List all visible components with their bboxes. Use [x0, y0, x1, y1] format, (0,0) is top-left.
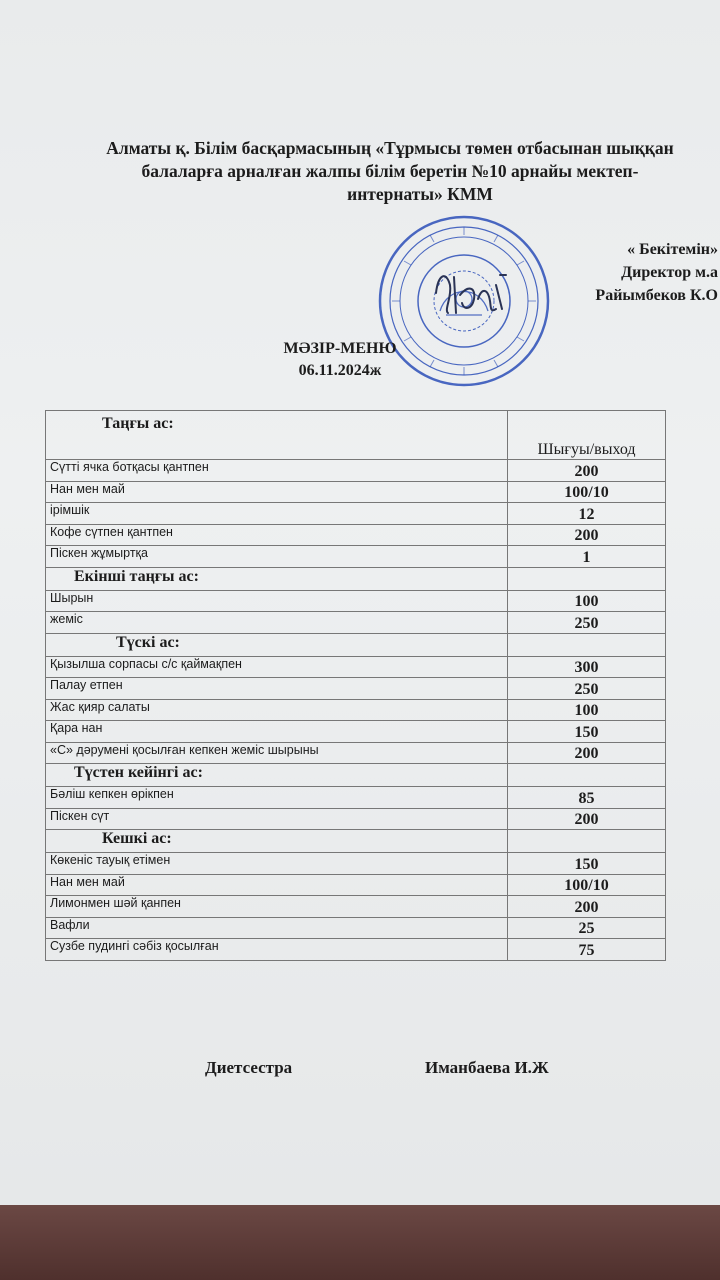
table-row	[46, 612, 666, 634]
dish-name: Сүтті ячка ботқасы қантпен	[46, 460, 508, 482]
dish-name: Көкеніс тауық етімен	[46, 853, 508, 875]
table-row	[46, 917, 666, 939]
approval-line: « Бекітемін»	[627, 241, 718, 258]
dish-output: 1	[508, 546, 666, 568]
section-title: Екінші таңғы ас:	[46, 567, 508, 590]
table-row	[46, 481, 666, 503]
dish-output: 150	[508, 721, 666, 743]
dish-name: Лимонмен шәй қанпен	[46, 896, 508, 918]
dish-name: Қара нан	[46, 721, 508, 743]
empty-cell	[508, 567, 666, 590]
dish-name: Бәліш кепкен өрікпен	[46, 787, 508, 809]
table-row	[46, 721, 666, 743]
approval-block	[595, 238, 718, 307]
dish-output: 250	[508, 612, 666, 634]
menu-heading	[250, 338, 430, 382]
dish-name: Жас қияр салаты	[46, 699, 508, 721]
output-column-header: Шығуы/выход	[508, 411, 666, 460]
dish-name: Піскен сүт	[46, 808, 508, 830]
table-row	[46, 678, 666, 700]
dish-output: 200	[508, 524, 666, 546]
dish-name: Нан мен май	[46, 481, 508, 503]
dish-output: 12	[508, 503, 666, 525]
background-surface	[0, 1205, 720, 1280]
approval-line: Директор м.а	[621, 264, 718, 281]
menu-table	[45, 410, 666, 961]
dish-name: Қызылша сорпасы с/с қаймақпен	[46, 656, 508, 678]
section-row	[46, 567, 666, 590]
section-row	[46, 764, 666, 787]
dietitian-name: Иманбаева И.Ж	[425, 1058, 549, 1077]
dish-name: «С» дәрумені қосылған кепкен жеміс шырыны	[46, 742, 508, 764]
dish-output: 250	[508, 678, 666, 700]
dish-name: Сузбе пудингі сәбіз қосылған	[46, 939, 508, 961]
dish-name: ірімшік	[46, 503, 508, 525]
menu-title: МӘЗІР-МЕНЮ	[283, 340, 397, 357]
empty-cell	[508, 830, 666, 853]
section-title: Таңғы ас:	[46, 411, 508, 460]
section-title: Кешкі ас:	[46, 830, 508, 853]
dish-name: Піскен жұмыртқа	[46, 546, 508, 568]
dish-output: 100/10	[508, 481, 666, 503]
menu-date: 06.11.2024ж	[298, 362, 382, 379]
dish-output: 100	[508, 590, 666, 612]
dish-name: Шырын	[46, 590, 508, 612]
dish-name: Кофе сүтпен қантпен	[46, 524, 508, 546]
table-row	[46, 503, 666, 525]
dish-name: Нан мен май	[46, 874, 508, 896]
table-row	[46, 808, 666, 830]
table-row	[46, 590, 666, 612]
empty-cell	[508, 633, 666, 656]
table-row	[46, 656, 666, 678]
section-row	[46, 633, 666, 656]
table-row	[46, 546, 666, 568]
dish-output: 100	[508, 699, 666, 721]
section-row	[46, 411, 666, 460]
table-row	[46, 896, 666, 918]
dish-name: Палау етпен	[46, 678, 508, 700]
dish-output: 200	[508, 742, 666, 764]
table-row	[46, 460, 666, 482]
dish-output: 150	[508, 853, 666, 875]
dish-output: 200	[508, 460, 666, 482]
dish-output: 200	[508, 896, 666, 918]
dish-name: жеміс	[46, 612, 508, 634]
table-row	[46, 874, 666, 896]
dish-output: 75	[508, 939, 666, 961]
approval-line: Райымбеков К.О	[595, 287, 718, 304]
dish-output: 85	[508, 787, 666, 809]
section-title: Түстен кейінгі ас:	[46, 764, 508, 787]
table-row	[46, 524, 666, 546]
dietitian-role: Диетсестра	[205, 1058, 293, 1077]
organization-title-line: Алматы қ. Білім басқармасының «Тұрмысы төмен отбасынан шыққан	[106, 138, 674, 158]
empty-cell	[508, 764, 666, 787]
table-row	[46, 699, 666, 721]
dish-output: 200	[508, 808, 666, 830]
table-row	[46, 742, 666, 764]
section-title: Түскі ас:	[46, 633, 508, 656]
dish-output: 300	[508, 656, 666, 678]
dish-output: 25	[508, 917, 666, 939]
table-row	[46, 787, 666, 809]
organization-title	[60, 137, 720, 206]
organization-title-line: интернаты» КММ	[347, 184, 493, 204]
dish-output: 100/10	[508, 874, 666, 896]
dish-name: Вафли	[46, 917, 508, 939]
table-row	[46, 853, 666, 875]
table-row	[46, 939, 666, 961]
section-row	[46, 830, 666, 853]
organization-title-line: балаларға арналған жалпы білім беретін №10 арнайы мектеп-	[141, 161, 639, 181]
